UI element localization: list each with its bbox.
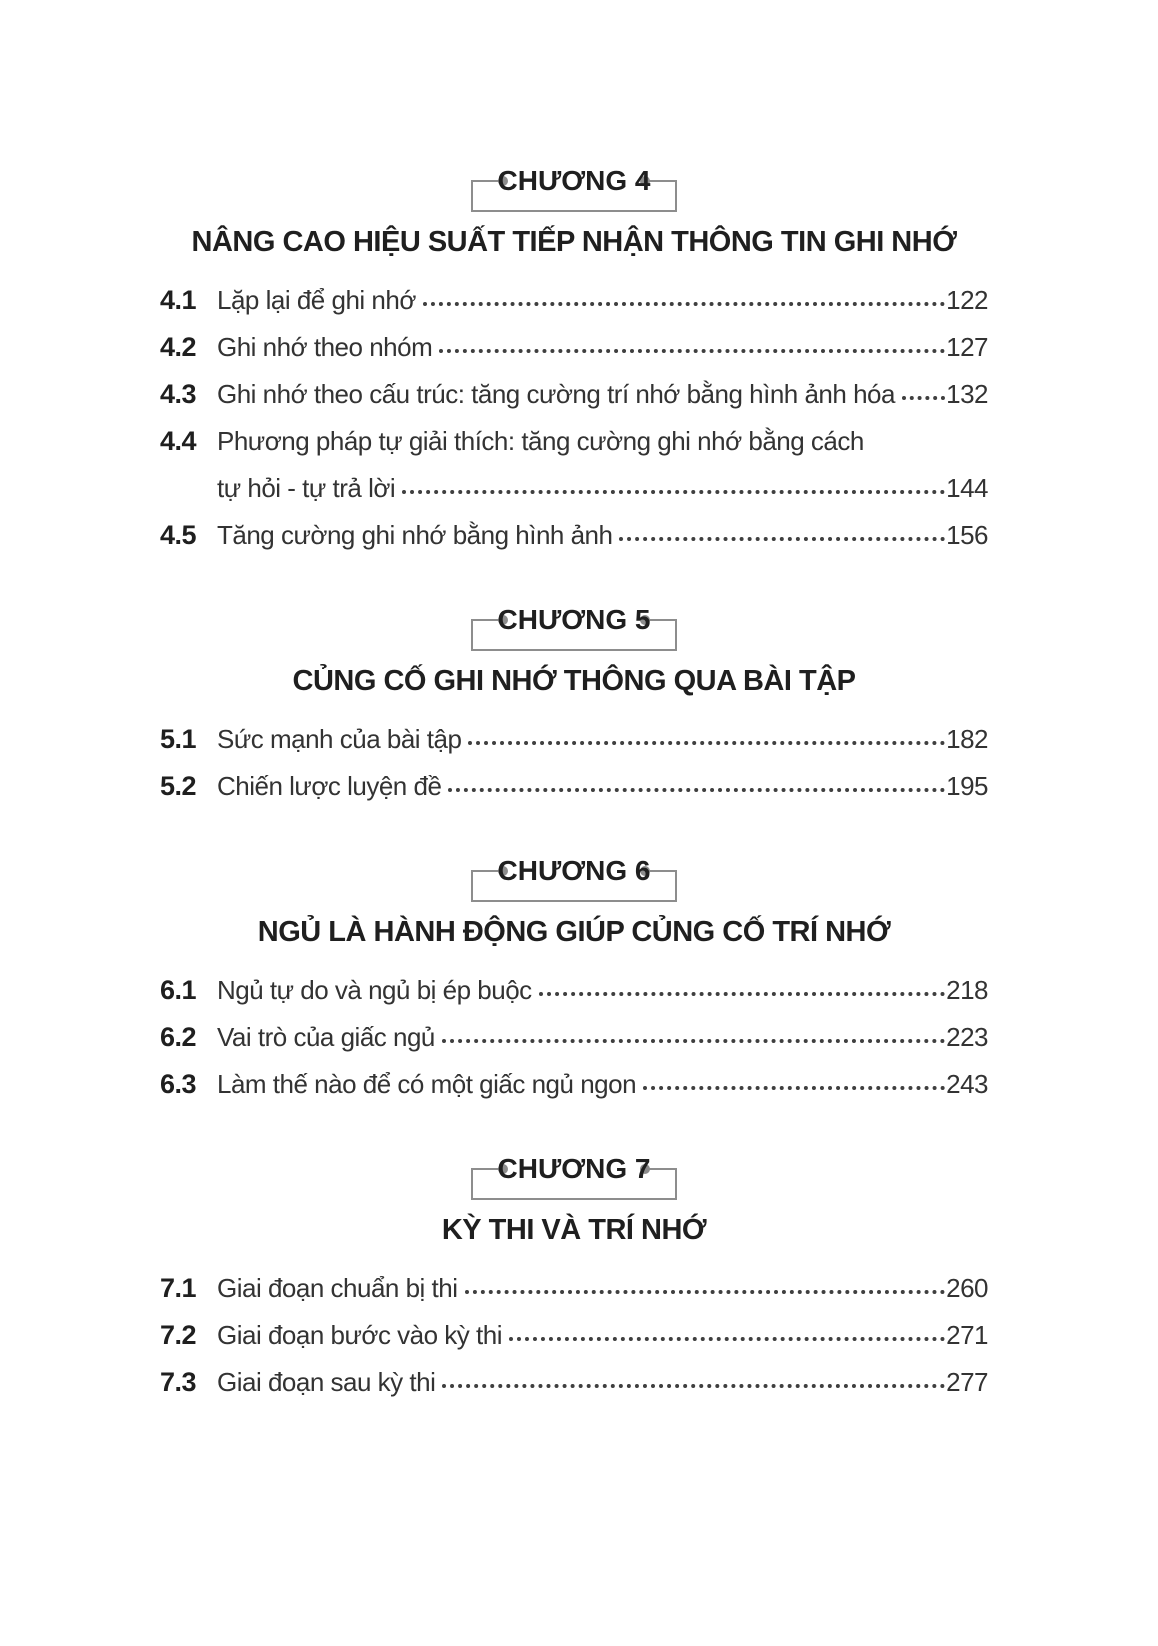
entry-line <box>217 1359 988 1406</box>
entry-page-number: 223 <box>946 1022 988 1052</box>
chapter-section <box>160 166 988 559</box>
dotted-leader <box>423 302 945 306</box>
entry-page-number: 144 <box>946 473 988 503</box>
entry-number: 6.3 <box>160 1069 197 1099</box>
chapter-title: NÂNG CAO HIỆU SUẤT TIẾP NHẬN THÔNG TIN GHI NHỚ <box>191 226 957 258</box>
toc-entry <box>160 1265 988 1312</box>
entry-body <box>217 967 988 1014</box>
entry-text: Giai đoạn bước vào kỳ thi <box>217 1320 502 1350</box>
entry-text: tự hỏi - tự trả lời <box>217 473 396 503</box>
toc-entry <box>160 418 988 512</box>
entry-line <box>217 763 988 810</box>
entry-number: 4.3 <box>160 379 197 409</box>
toc-entry <box>160 1359 988 1406</box>
dotted-leader <box>439 349 945 353</box>
entry-page-number: 260 <box>946 1273 988 1303</box>
dotted-leader <box>448 788 945 792</box>
entry-line <box>217 1014 988 1061</box>
chapter-title: CỦNG CỐ GHI NHỚ THÔNG QUA BÀI TẬP <box>292 665 856 697</box>
toc-entry <box>160 1014 988 1061</box>
entry-page-number: 271 <box>946 1320 988 1350</box>
toc-entry <box>160 716 988 763</box>
entry-body <box>217 1061 988 1108</box>
entry-text: Làm thế nào để có một giấc ngủ ngon <box>217 1069 637 1099</box>
entry-body <box>217 512 988 559</box>
chapter-entries <box>160 277 988 559</box>
dotted-leader <box>465 1290 946 1294</box>
dotted-leader <box>442 1039 945 1043</box>
chapter-badge <box>471 856 677 902</box>
entry-text: Ghi nhớ theo nhóm <box>217 332 433 362</box>
entry-body <box>217 1359 988 1406</box>
entry-line <box>217 465 988 512</box>
toc-entry <box>160 277 988 324</box>
entry-page-number: 122 <box>946 285 988 315</box>
toc-entry <box>160 512 988 559</box>
toc-entry <box>160 763 988 810</box>
chapter-badge <box>471 605 677 651</box>
entry-text: Sức mạnh của bài tập <box>217 724 462 754</box>
chapter-badge <box>471 166 677 212</box>
entry-number: 5.1 <box>160 724 197 754</box>
entry-text: Giai đoạn sau kỳ thi <box>217 1367 436 1397</box>
dotted-leader <box>539 992 945 996</box>
toc-entry <box>160 324 988 371</box>
entry-number: 6.2 <box>160 1022 197 1052</box>
dotted-leader <box>643 1086 945 1090</box>
entry-text: Ghi nhớ theo cấu trúc: tăng cường trí nhớ bằng hình ảnh hóa <box>217 379 895 409</box>
chapter-badge-label: CHƯƠNG 4 <box>497 165 651 196</box>
chapter-entries <box>160 1265 988 1406</box>
entry-body <box>217 1265 988 1312</box>
entry-page-number: 127 <box>946 332 988 362</box>
chapter-title: NGỦ LÀ HÀNH ĐỘNG GIÚP CỦNG CỐ TRÍ NHỚ <box>257 916 891 948</box>
entry-body <box>217 371 988 418</box>
table-of-contents <box>160 166 988 1406</box>
dotted-leader <box>902 396 945 400</box>
chapter-entries <box>160 716 988 810</box>
chapter-title: KỲ THI VÀ TRÍ NHỚ <box>441 1214 707 1246</box>
dotted-leader <box>468 741 945 745</box>
entry-line <box>217 967 988 1014</box>
entry-body <box>217 324 988 371</box>
entry-page-number: 277 <box>946 1367 988 1397</box>
entry-line <box>217 277 988 324</box>
entry-number: 4.2 <box>160 332 197 362</box>
entry-number: 4.5 <box>160 520 197 550</box>
entry-line <box>217 1061 988 1108</box>
entry-page-number: 195 <box>946 771 988 801</box>
chapter-badge-label: CHƯƠNG 5 <box>497 604 651 635</box>
dotted-leader <box>402 490 945 494</box>
entry-body <box>217 716 988 763</box>
entry-page-number: 156 <box>946 520 988 550</box>
entry-line <box>217 512 988 559</box>
chapter-badge-label: CHƯƠNG 7 <box>497 1153 651 1184</box>
toc-entry <box>160 1061 988 1108</box>
entry-number: 4.1 <box>160 285 197 315</box>
entry-number: 4.4 <box>160 426 197 456</box>
toc-entry <box>160 1312 988 1359</box>
entry-body <box>217 763 988 810</box>
entry-text: Phương pháp tự giải thích: tăng cường ghi nhớ bằng cách <box>217 426 864 456</box>
entry-page-number: 218 <box>946 975 988 1005</box>
entry-line <box>217 324 988 371</box>
dotted-leader <box>619 537 945 541</box>
entry-line <box>217 371 988 418</box>
entry-line <box>217 1312 988 1359</box>
entry-body <box>217 1312 988 1359</box>
entry-number: 5.2 <box>160 771 197 801</box>
entry-line <box>217 418 988 465</box>
dotted-leader <box>442 1384 945 1388</box>
entry-number: 6.1 <box>160 975 197 1005</box>
entry-number: 7.2 <box>160 1320 197 1350</box>
entry-text: Ngủ tự do và ngủ bị ép buộc <box>217 975 532 1005</box>
chapter-badge-label: CHƯƠNG 6 <box>497 855 651 886</box>
chapter-badge <box>471 1154 677 1200</box>
toc-entry <box>160 371 988 418</box>
dotted-leader <box>509 1337 945 1341</box>
entry-body <box>217 277 988 324</box>
entry-line <box>217 1265 988 1312</box>
entry-body <box>217 418 988 512</box>
chapter-entries <box>160 967 988 1108</box>
entry-page-number: 132 <box>946 379 988 409</box>
entry-text: Lặp lại để ghi nhớ <box>217 285 416 315</box>
chapter-section <box>160 605 988 810</box>
chapter-section <box>160 1154 988 1406</box>
entry-text: Chiến lược luyện đề <box>217 771 442 801</box>
entry-number: 7.3 <box>160 1367 197 1397</box>
entry-text: Giai đoạn chuẩn bị thi <box>217 1273 458 1303</box>
chapter-section <box>160 856 988 1108</box>
entry-body <box>217 1014 988 1061</box>
entry-page-number: 243 <box>946 1069 988 1099</box>
entry-page-number: 182 <box>946 724 988 754</box>
toc-entry <box>160 967 988 1014</box>
entry-line <box>217 716 988 763</box>
entry-text: Tăng cường ghi nhớ bằng hình ảnh <box>217 520 613 550</box>
entry-text: Vai trò của giấc ngủ <box>217 1022 435 1052</box>
entry-number: 7.1 <box>160 1273 197 1303</box>
